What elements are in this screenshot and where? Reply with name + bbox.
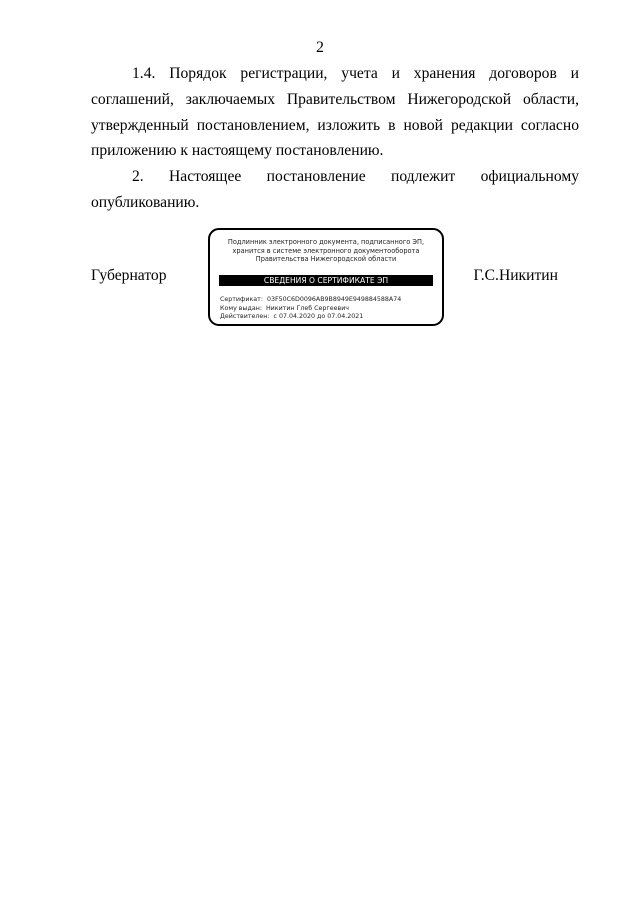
certificate-label: Сертификат: <box>220 296 263 303</box>
stamp-certificate-details <box>220 296 436 322</box>
page-number: 2 <box>316 39 324 56</box>
issued-to-label: Кому выдан: <box>220 304 262 312</box>
document-body <box>91 61 579 216</box>
electronic-signature-stamp <box>208 228 444 326</box>
issued-to-value: Никитин Глеб Сергеевич <box>265 304 350 312</box>
stamp-header-line: Подлинник электронного документа, подписанного ЭП, <box>227 238 425 246</box>
certificate-row <box>220 296 436 305</box>
stamp-header-line: Правительства Нижегородской области <box>255 255 397 263</box>
signature-block <box>91 228 579 332</box>
paragraph-1-4: 1.4. Порядок регистрации, учета и хранения договоров и соглашений, заключаемых Правительством Нижегородской области, утвержденный постановлением, изложить в новой редакции согласно приложению к настоящему постановлению. <box>91 65 579 160</box>
stamp-header <box>210 238 442 264</box>
validity-label: Действителен: <box>220 313 270 321</box>
paragraph-2: 2. Настоящее постановление подлежит официальному опубликованию. <box>91 168 579 211</box>
stamp-header-line: хранится в системе электронного документооборота <box>232 246 420 255</box>
signatory-position: Губернатор <box>91 267 167 284</box>
stamp-title-bar: СВЕДЕНИЯ О СЕРТИФИКАТЕ ЭП <box>219 275 433 286</box>
validity-row <box>220 313 436 322</box>
validity-value: с 07.04.2020 до 07.04.2021 <box>273 313 364 321</box>
certificate-value: 03F50C6D0096AB9B8949E949884588A74 <box>266 296 402 303</box>
issued-to-row <box>220 305 436 314</box>
signatory-name: Г.С.Никитин <box>473 267 558 284</box>
